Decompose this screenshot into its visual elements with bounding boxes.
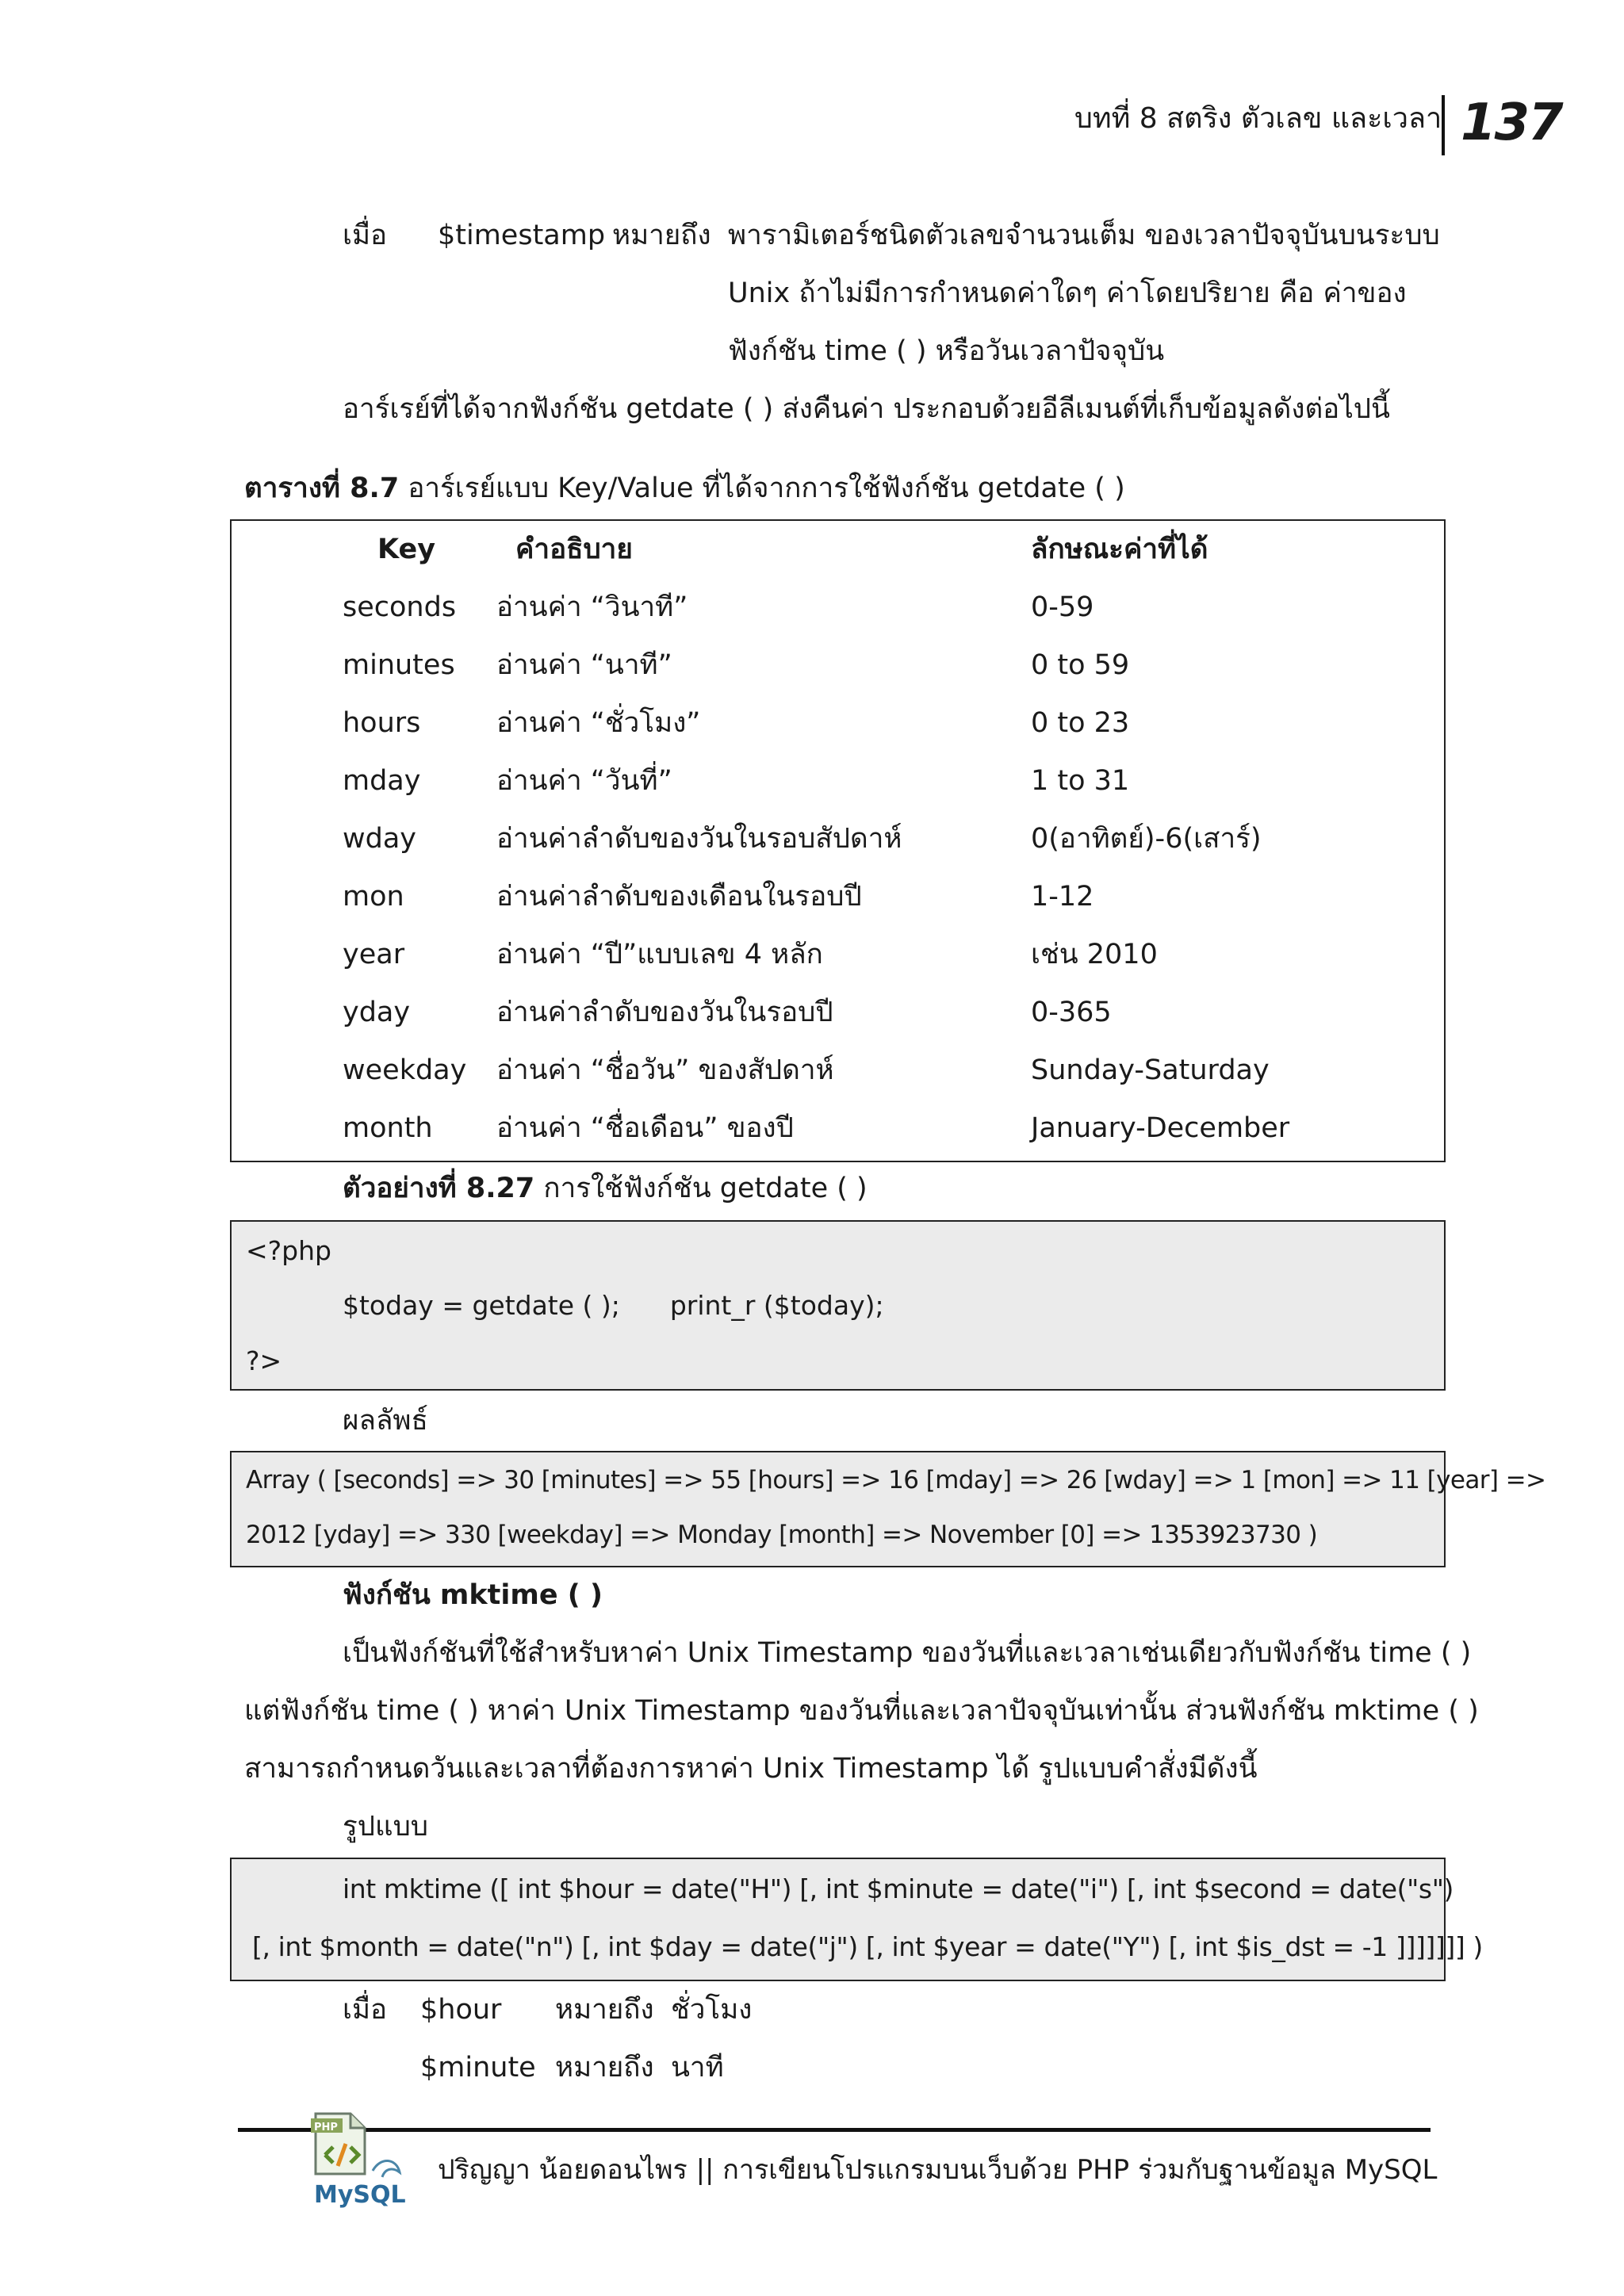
chapter-title: บทที่ 8 สตริง ตัวเลข และเวลา xyxy=(1074,102,1442,135)
syntax-line: int mktime ([ int $hour = date("H") [, int $minute = date("i") [, int $second = date("s") xyxy=(343,1873,1454,1904)
mktime-paragraph-line: เป็นฟังก์ชันที่ใช้สำหรับหาค่า Unix Timestamp ของวันที่และเวลาเช่นเดียวกับฟังก์ชัน time ( ) xyxy=(343,1637,1472,1669)
format-label: รูปแบบ xyxy=(343,1811,429,1843)
param-name: $minute xyxy=(420,2052,536,2084)
footer-text: ปริญญา น้อยดอนไพร || การเขียนโปรแกรมบนเว็บด้วย PHP ร่วมกับฐานข้อมูล MySQL xyxy=(438,2154,1438,2186)
table-cell-value: 0 to 59 xyxy=(1031,649,1130,681)
code-open-tag: <?php xyxy=(246,1235,331,1266)
result-label: ผลลัพธ์ xyxy=(343,1405,428,1437)
table-cell-value: 1 to 31 xyxy=(1031,765,1130,797)
table-caption-text: อาร์เรย์แบบ Key/Value ที่ได้จากการใช้ฟังก์ชัน getdate ( ) xyxy=(399,473,1125,504)
param-desc-line: พารามิเตอร์ชนิดตัวเลขจำนวนเต็ม ของเวลาปัจจุบันบนระบบ xyxy=(728,220,1440,251)
param-name: $timestamp xyxy=(438,220,606,251)
php-mysql-logo xyxy=(311,2109,430,2212)
table-cell-key: weekday xyxy=(343,1054,467,1086)
php-mysql-logo-icon xyxy=(311,2109,430,2212)
table-cell-key: year xyxy=(343,939,405,970)
header-divider xyxy=(1442,95,1445,155)
svg-text:MySQL: MySQL xyxy=(314,2181,406,2209)
when-label: เมื่อ xyxy=(343,1994,388,2026)
table-cell-description: อ่านค่า “วันที่” xyxy=(496,765,672,797)
table-cell-key: minutes xyxy=(343,649,455,681)
table-caption xyxy=(244,475,1125,503)
means-label: หมายถึง xyxy=(555,2052,654,2084)
table-cell-value: 0-59 xyxy=(1031,591,1094,623)
mktime-heading: ฟังก์ชัน mktime ( ) xyxy=(343,1579,603,1611)
table-cell-value: 0(อาทิตย์)-6(เสาร์) xyxy=(1031,823,1262,855)
table-cell-key: hours xyxy=(343,707,421,739)
table-cell-key: mon xyxy=(343,881,404,913)
table-cell-value: January-December xyxy=(1031,1112,1290,1144)
table-cell-value: Sunday-Saturday xyxy=(1031,1054,1270,1086)
means-label: หมายถึง xyxy=(612,220,711,251)
table-cell-value: 1-12 xyxy=(1031,881,1094,913)
table-cell-description: อ่านค่าลำดับของวันในรอบสัปดาห์ xyxy=(496,823,902,855)
table-cell-key: seconds xyxy=(343,591,457,623)
table-header-key: Key xyxy=(377,534,436,565)
svg-text:PHP: PHP xyxy=(314,2122,338,2133)
mktime-paragraph-line: แต่ฟังก์ชัน time ( ) หาค่า Unix Timestamp ของวันที่และเวลาปัจจุบันเท่านั้น ส่วนฟังก์ชัน mktime ( ) xyxy=(244,1695,1479,1727)
table-cell-description: อ่านค่าลำดับของเดือนในรอบปี xyxy=(496,881,862,913)
table-cell-value: เช่น 2010 xyxy=(1031,939,1158,970)
param-desc-line: Unix ถ้าไม่มีการกำหนดค่าใดๆ ค่าโดยปริยาย คือ ค่าของ xyxy=(728,277,1407,309)
param-desc-line: ฟังก์ชัน time ( ) หรือวันเวลาปัจจุบัน xyxy=(728,335,1165,367)
means-label: หมายถึง xyxy=(555,1994,654,2026)
array-sentence: อาร์เรย์ที่ได้จากฟังก์ชัน getdate ( ) ส่งคืนค่า ประกอบด้วยอีลีเมนต์ที่เก็บข้อมูลดังต่อไปนี้ xyxy=(343,393,1390,425)
table-header-value: ลักษณะค่าที่ได้ xyxy=(1031,534,1208,565)
table-cell-key: wday xyxy=(343,823,417,855)
example-text: การใช้ฟังก์ชัน getdate ( ) xyxy=(534,1173,868,1204)
table-cell-description: อ่านค่าลำดับของวันในรอบปี xyxy=(496,997,833,1028)
table-header-description: คำอธิบาย xyxy=(515,534,633,565)
table-cell-key: mday xyxy=(343,765,421,797)
when-label: เมื่อ xyxy=(343,220,388,251)
example-number: ตัวอย่างที่ 8.27 xyxy=(343,1173,535,1204)
table-cell-description: อ่านค่า “ชื่อวัน” ของสัปดาห์ xyxy=(496,1054,834,1086)
table-cell-description: อ่านค่า “วินาที” xyxy=(496,591,688,623)
mktime-paragraph-line: สามารถกำหนดวันและเวลาที่ต้องการหาค่า Unix Timestamp ได้ รูปแบบคำสั่งมีดังนี้ xyxy=(244,1753,1258,1785)
result-line: Array ( [seconds] => 30 [minutes] => 55 [hours] => 16 [mday] => 26 [wday] => 1 [mon] => 11 [year] => xyxy=(246,1466,1546,1494)
code-close-tag: ?> xyxy=(246,1345,282,1376)
page-number: 137 xyxy=(1461,94,1562,152)
table-cell-description: อ่านค่า “นาที” xyxy=(496,649,672,681)
table-cell-key: yday xyxy=(343,997,411,1028)
result-line: 2012 [yday] => 330 [weekday] => Monday [month] => November [0] => 1353923730 ) xyxy=(246,1521,1318,1549)
code-line: $today = getdate ( ); print_r ($today); xyxy=(343,1290,884,1321)
table-cell-description: อ่านค่า “ปี”แบบเลข 4 หลัก xyxy=(496,939,823,970)
table-cell-description: อ่านค่า “ชั่วโมง” xyxy=(496,707,701,739)
example-title xyxy=(343,1175,868,1203)
param-desc: นาที xyxy=(671,2052,724,2084)
param-name: $hour xyxy=(420,1994,502,2026)
table-cell-key: month xyxy=(343,1112,433,1144)
param-desc: ชั่วโมง xyxy=(671,1994,753,2026)
table-cell-value: 0-365 xyxy=(1031,997,1112,1028)
table-cell-value: 0 to 23 xyxy=(1031,707,1130,739)
table-caption-number: ตารางที่ 8.7 xyxy=(244,473,400,504)
syntax-line: [, int $month = date("n") [, int $day = date("j") [, int $year = date("Y") [, int $is_dst = -1 ]]]]]]] ) xyxy=(252,1931,1483,1962)
table-cell-description: อ่านค่า “ชื่อเดือน” ของปี xyxy=(496,1112,794,1144)
